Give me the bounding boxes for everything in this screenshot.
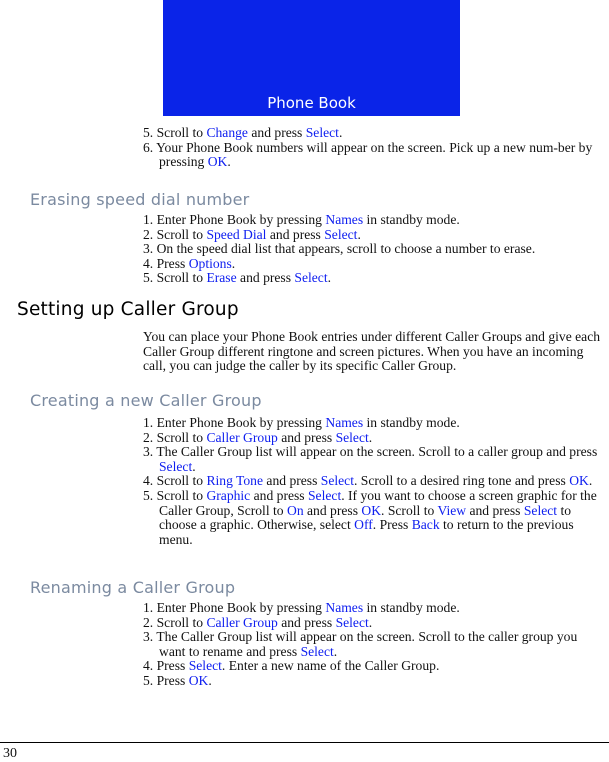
step-text: and press	[263, 473, 321, 489]
footer-rule	[0, 742, 609, 743]
caller-group-heading: Setting up Caller Group	[17, 299, 239, 320]
key-label: Off	[354, 517, 373, 533]
step-item	[143, 228, 605, 243]
renaming-caller-group-heading: Renaming a Caller Group	[30, 578, 236, 597]
step-item	[143, 431, 605, 446]
key-label: On	[287, 502, 304, 518]
step-text: .	[192, 458, 196, 474]
step-item	[143, 257, 605, 272]
step-item	[143, 141, 605, 170]
step-item	[143, 674, 605, 689]
step-text: in standby mode.	[363, 415, 460, 430]
key-label: OK	[188, 672, 209, 688]
intro-steps	[143, 126, 605, 170]
key-label: View	[437, 502, 467, 518]
step-item	[143, 630, 605, 659]
renaming-steps	[143, 601, 605, 689]
key-label: Names	[325, 415, 364, 430]
step-item	[143, 445, 605, 474]
erasing-speed-dial-heading: Erasing speed dial number	[30, 190, 250, 209]
step-text: 4. Press	[143, 255, 189, 271]
key-label: Select	[324, 226, 358, 242]
step-text: 3. On the speed dial list that appears, scroll to choose a number to erase.	[143, 241, 536, 257]
step-text: to return to the previous menu.	[159, 517, 574, 547]
key-label: Select	[300, 643, 334, 659]
step-text: . Press	[372, 517, 412, 533]
step-text: to choose a graphic. Otherwise, select	[159, 502, 572, 533]
key-label: Select	[188, 658, 222, 674]
key-label: Erase	[206, 270, 237, 286]
key-label: Select	[523, 502, 558, 518]
key-label: OK	[569, 473, 589, 489]
key-label: Options	[188, 255, 232, 271]
step-item	[143, 489, 605, 547]
step-text: .	[368, 429, 373, 445]
page-number: 30	[3, 746, 17, 761]
step-item	[143, 271, 605, 286]
creating-caller-group-heading: Creating a new Caller Group	[30, 391, 262, 410]
key-label: Select	[335, 429, 369, 445]
step-text: .	[333, 643, 338, 659]
key-label: Names	[325, 600, 364, 615]
key-label: Caller Group	[206, 614, 278, 630]
step-text: 3. The Caller Group list will appear on the screen. Scroll to the caller group you want to rename and press	[143, 629, 578, 659]
step-text: .	[208, 672, 212, 688]
step-text: .	[338, 125, 343, 140]
step-text: and press	[277, 429, 336, 445]
step-text: and press	[250, 487, 308, 503]
step-text: 1. Enter Phone Book by pressing	[143, 415, 326, 430]
creating-steps	[143, 416, 605, 547]
key-label: Back	[411, 517, 440, 533]
step-text: 3. The Caller Group list will appear on the screen. Scroll to a caller group and press	[143, 444, 598, 460]
key-label: Names	[325, 212, 364, 227]
step-text: 2. Scroll to	[143, 429, 207, 445]
step-text: .	[368, 614, 373, 630]
step-item	[143, 616, 605, 631]
step-text: 2. Scroll to	[143, 614, 207, 630]
step-text: and press	[303, 502, 362, 518]
step-text: in standby mode.	[363, 600, 460, 615]
step-text: .	[227, 154, 231, 170]
step-item	[143, 242, 605, 257]
step-text: and press	[277, 614, 336, 630]
erasing-steps	[143, 213, 605, 286]
step-text: .	[327, 270, 332, 286]
key-label: Select	[320, 473, 354, 489]
key-label: OK	[361, 502, 382, 518]
key-label: Select	[305, 125, 339, 140]
step-text: . Enter a new name of the Caller Group.	[221, 658, 440, 674]
step-text: and press	[466, 502, 524, 518]
step-text: 5. Scroll to	[143, 125, 207, 140]
step-text: 5. Press	[143, 672, 189, 688]
step-item	[143, 659, 605, 674]
phone-book-screen-image	[163, 0, 460, 116]
key-label: OK	[207, 154, 228, 170]
key-label: Select	[294, 270, 328, 286]
step-text: 4. Scroll to	[143, 473, 207, 489]
step-text: 5. Scroll to	[143, 487, 207, 503]
step-text: 6. Your Phone Book numbers will appear on the screen. Pick up a new num-ber by pressing	[143, 139, 593, 170]
step-text: 1. Enter Phone Book by pressing	[143, 212, 326, 227]
key-label: Change	[206, 125, 248, 140]
step-text: 1. Enter Phone Book by pressing	[143, 600, 326, 615]
key-label: Speed Dial	[206, 226, 267, 242]
step-text: . Scroll to a desired ring tone and press	[354, 473, 570, 489]
step-text: and press	[247, 125, 306, 140]
step-text: in standby mode.	[363, 212, 460, 227]
step-text: 5. Scroll to	[143, 270, 207, 286]
key-label: Caller Group	[206, 429, 278, 445]
step-text: 4. Press	[143, 658, 189, 674]
key-label: Graphic	[206, 487, 251, 503]
step-text: 2. Scroll to	[143, 226, 207, 242]
step-text: .	[357, 226, 361, 242]
step-item	[143, 126, 605, 141]
key-label: Select	[308, 487, 342, 503]
step-text: . If you want to choose a screen graphic for the Caller Group, Scroll to	[159, 487, 597, 518]
step-text: and press	[266, 226, 325, 242]
key-label: Select	[159, 458, 193, 474]
step-text: .	[588, 473, 593, 489]
banner-title: Phone Book	[267, 94, 356, 112]
step-text: . Scroll to	[381, 502, 438, 518]
caller-group-intro: You can place your Phone Book entries under different Caller Groups and give each Caller Group different ringtone and screen pictures. When you have an incoming call, you can judge the caller by its specific Caller Group.	[143, 329, 601, 374]
step-text: and press	[236, 270, 295, 286]
step-text: .	[231, 255, 236, 271]
key-label: Select	[335, 614, 369, 630]
step-item	[143, 416, 605, 431]
step-item	[143, 601, 605, 616]
step-item	[143, 213, 605, 228]
step-item	[143, 474, 605, 489]
key-label: Ring Tone	[206, 473, 264, 489]
